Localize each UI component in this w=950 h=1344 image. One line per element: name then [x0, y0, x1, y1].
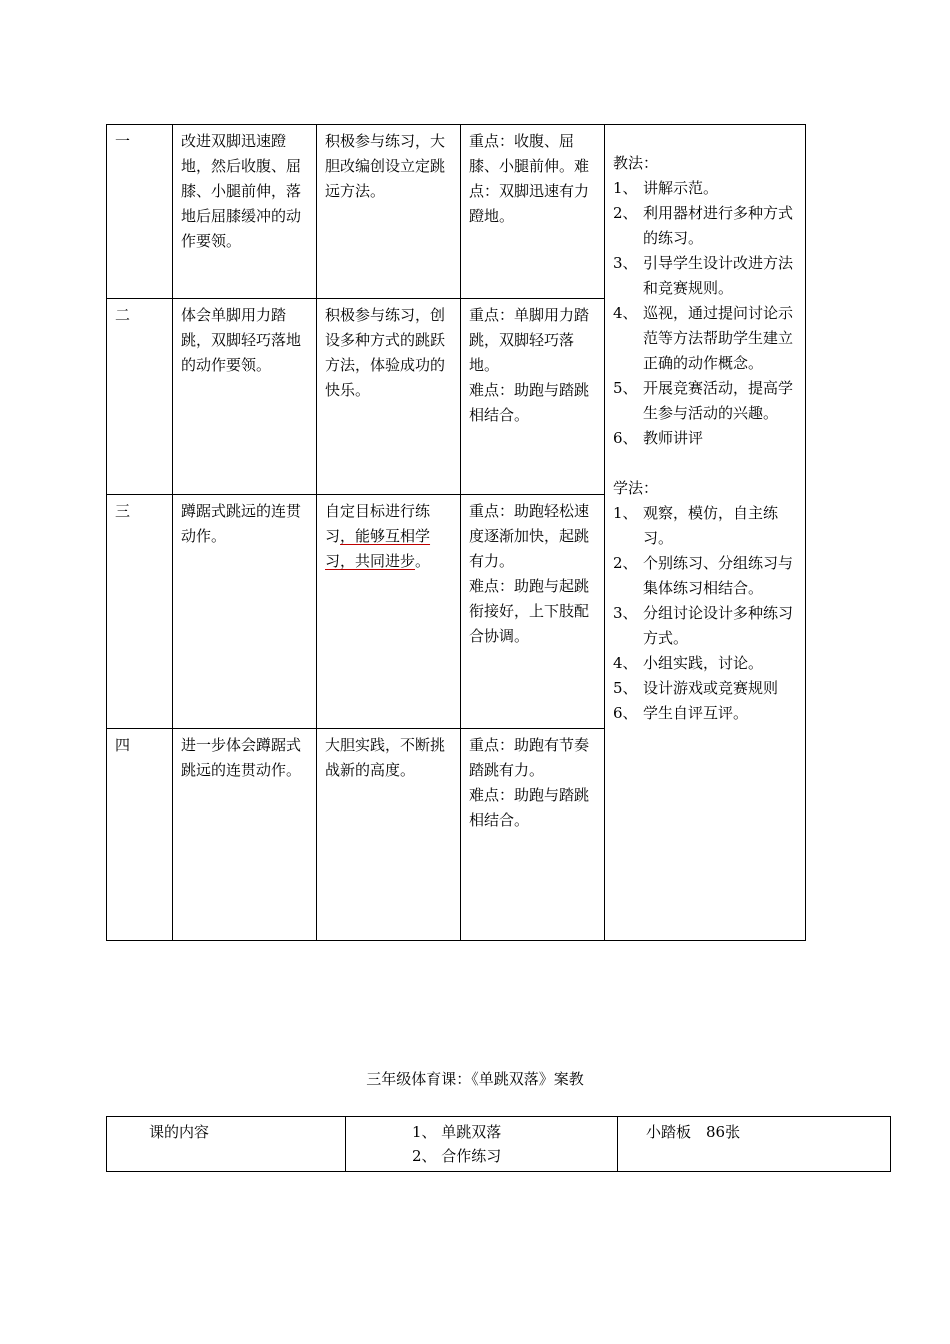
emotion-goal-cell: 积极参与练习，大胆改编创设立定跳远方法。	[317, 125, 461, 299]
learning-method-list	[613, 501, 797, 726]
emotion-goal-cell: 自定目标进行练习，能够互相学习，共同进步。	[317, 495, 461, 729]
emotion-goal-cell: 积极参与练习，创设多种方式的跳跃方法，体验成功的快乐。	[317, 299, 461, 495]
underlined-text: ，能够互相学习，共同进步	[325, 527, 431, 570]
key-points-cell	[461, 729, 605, 941]
difficulty-point: 难点：助跑与起跳衔接好，上下肢配合协调。	[469, 577, 590, 645]
lesson-number: 四	[107, 729, 173, 941]
teaching-method-list	[613, 176, 797, 451]
list-item: 5、 开展竞赛活动，提高学生参与活动的兴趣。	[613, 379, 794, 422]
skill-goal-cell: 进一步体会蹲踞式跳远的连贯动作。	[173, 729, 317, 941]
list-item: 1、 讲解示范。	[613, 179, 719, 197]
skill-goal-cell: 改进双脚迅速蹬地，然后收腹、屈膝、小腿前伸，落地后屈膝缓冲的动作要领。	[173, 125, 317, 299]
list-item: 5、 设计游戏或竞赛规则	[613, 679, 779, 697]
key-points-cell	[461, 495, 605, 729]
lesson-number: 三	[107, 495, 173, 729]
equipment-cell: 小踏板 86张	[618, 1117, 891, 1172]
content-label: 课的内容	[107, 1117, 346, 1172]
learning-method-title: 学法：	[613, 479, 659, 497]
teaching-method-title: 教法：	[613, 154, 659, 172]
methods-cell	[605, 125, 806, 941]
lesson-goals-table	[106, 124, 806, 941]
list-item: 1、 单跳双落	[412, 1123, 502, 1141]
table-row	[107, 125, 806, 299]
list-item: 6、 学生自评互评。	[613, 704, 749, 722]
list-item: 2、 个别练习、分组练习与集体练习相结合。	[613, 554, 794, 597]
key-point: 重点：助跑有节奏踏跳有力。	[469, 736, 590, 779]
key-point: 重点：助跑轻松速度逐渐加快，起跳有力。	[469, 502, 590, 570]
key-point: 重点：单脚用力踏跳，双脚轻巧落地。	[469, 306, 590, 374]
list-item: 6、 教师讲评	[613, 429, 704, 447]
list-item: 4、 巡视，通过提问讨论示范等方法帮助学生建立正确的动作概念。	[613, 304, 794, 372]
list-item: 1、 观察，模仿，自主练习。	[613, 504, 779, 547]
list-item: 2、 利用器材进行多种方式的练习。	[613, 204, 794, 247]
lesson-info-table	[106, 1116, 891, 1172]
key-points-cell: 重点：收腹、屈膝、小腿前伸。难点：双脚迅速有力蹬地。	[461, 125, 605, 299]
lesson-number: 一	[107, 125, 173, 299]
skill-goal-cell: 体会单脚用力踏跳，双脚轻巧落地的动作要领。	[173, 299, 317, 495]
difficulty-point: 难点：助跑与踏跳相结合。	[469, 381, 590, 424]
lesson-number: 二	[107, 299, 173, 495]
key-points-cell	[461, 299, 605, 495]
list-item: 3、 分组讨论设计多种练习方式。	[613, 604, 794, 647]
section-title: 三年级体育课：《单跳双落》案教	[366, 1070, 584, 1088]
table-row	[107, 1117, 891, 1172]
content-items-cell	[346, 1117, 618, 1172]
list-item: 3、 引导学生设计改进方法和竞赛规则。	[613, 254, 794, 297]
content-list	[354, 1120, 609, 1168]
difficulty-point: 难点：助跑与踏跳相结合。	[469, 786, 590, 829]
emotion-goal-cell: 大胆实践，不断挑战新的高度。	[317, 729, 461, 941]
list-item: 2、 合作练习	[412, 1147, 502, 1165]
list-item: 4、 小组实践，讨论。	[613, 654, 764, 672]
skill-goal-cell: 蹲踞式跳远的连贯动作。	[173, 495, 317, 729]
